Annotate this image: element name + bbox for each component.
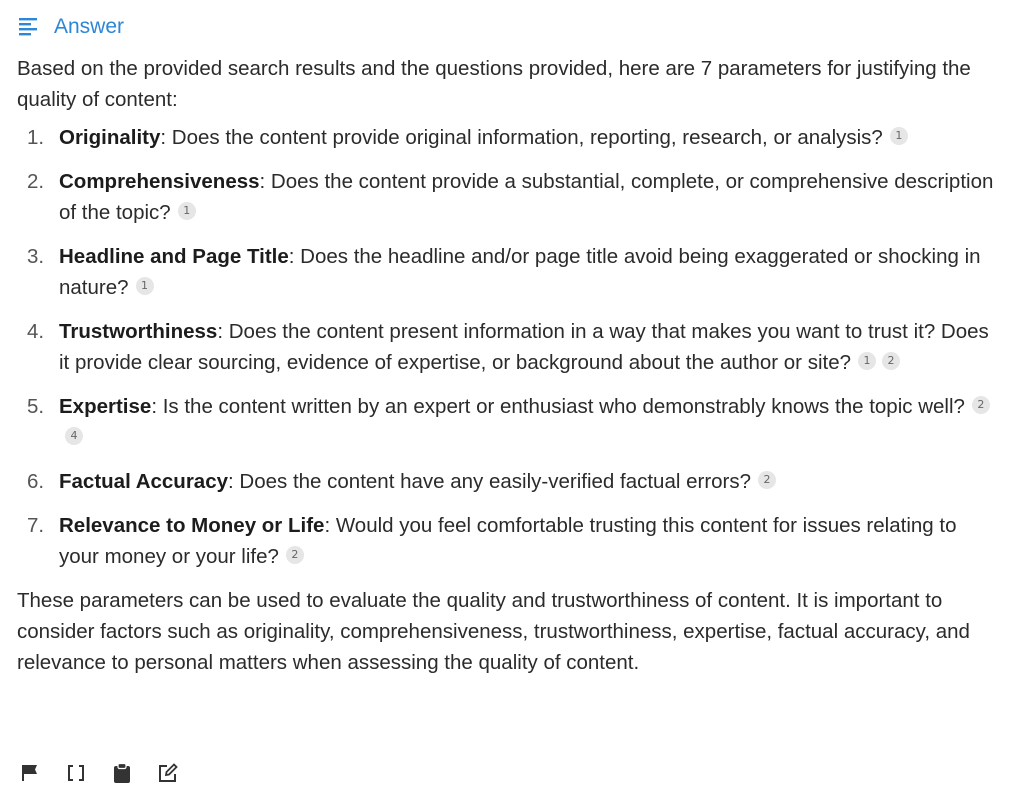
parameter-number: 2. xyxy=(27,170,45,193)
parameter-term: Headline and Page Title xyxy=(59,245,289,268)
parameter-description: : Does the content present information in a way that makes you want to trust it? Does it provide clear sourcing, evidence of expertise, or background about the author or site? xyxy=(59,320,989,374)
parameter-number: 3. xyxy=(27,245,45,268)
parameter-term: Trustworthiness xyxy=(59,320,218,343)
parameter-description: : Does the content provide original information, reporting, research, or analysis? xyxy=(160,126,883,149)
citation-badge[interactable]: 2 xyxy=(882,352,900,370)
edit-icon[interactable] xyxy=(157,762,179,784)
answer-header xyxy=(19,12,1012,42)
summary-text: These parameters can be used to evaluate the quality and trustworthiness of content. It is important to consider factors such as originality, comprehensiveness, trustworthiness, expertise, factual accuracy, and relevance to personal matters when assessing the quality of content. xyxy=(17,589,970,674)
parameter-number: 5. xyxy=(27,395,45,418)
citation-badge[interactable]: 2 xyxy=(972,396,990,414)
intro-text: Based on the provided search results and the questions provided, here are 7 parameters for justifying the quality of content: xyxy=(17,57,971,111)
parameter-description: : Would you feel comfortable trusting this content for issues relating to your money or your life? xyxy=(59,514,957,568)
citation-badge[interactable]: 1 xyxy=(136,277,154,295)
parameter-item xyxy=(17,391,999,453)
parameter-term: Factual Accuracy xyxy=(59,470,229,493)
citation-badge[interactable]: 1 xyxy=(178,202,196,220)
parameter-description: : Does the content have any easily-verified factual errors? xyxy=(228,470,752,493)
parameters-list xyxy=(17,122,1012,572)
parameter-item xyxy=(17,122,999,153)
parameter-number: 1. xyxy=(27,126,45,149)
parameter-item xyxy=(17,166,999,228)
parameter-term: Relevance to Money or Life xyxy=(59,514,325,537)
parameter-number: 7. xyxy=(27,514,45,537)
citation-badge[interactable]: 1 xyxy=(890,127,908,145)
answer-lines-icon xyxy=(19,17,41,37)
flag-icon[interactable] xyxy=(19,762,41,784)
parameter-description: : Is the content written by an expert or enthusiast who demonstrably knows the topic well? xyxy=(151,395,965,418)
parameter-number: 4. xyxy=(27,320,45,343)
answer-panel xyxy=(17,12,1012,678)
citation-badge[interactable]: 4 xyxy=(65,427,83,445)
parameter-item xyxy=(17,510,999,572)
parameter-item xyxy=(17,466,999,497)
parameter-description: : Does the headline and/or page title avoid being exaggerated or shocking in nature? xyxy=(59,245,981,299)
parameter-number: 6. xyxy=(27,470,45,493)
clipboard-icon[interactable] xyxy=(111,762,133,784)
citation-badge[interactable]: 2 xyxy=(286,546,304,564)
answer-title: Answer xyxy=(54,15,125,38)
parameter-item xyxy=(17,241,999,303)
parameter-item xyxy=(17,316,999,378)
citation-badge[interactable]: 1 xyxy=(858,352,876,370)
parameter-description: : Does the content provide a substantial, complete, or comprehensive description of the topic? xyxy=(59,170,994,224)
citation-badge[interactable]: 2 xyxy=(758,471,776,489)
parameter-term: Expertise xyxy=(59,395,152,418)
parameter-term: Comprehensiveness xyxy=(59,170,260,193)
brackets-icon[interactable] xyxy=(65,762,87,784)
answer-actions xyxy=(19,762,203,784)
parameter-term: Originality xyxy=(59,126,161,149)
